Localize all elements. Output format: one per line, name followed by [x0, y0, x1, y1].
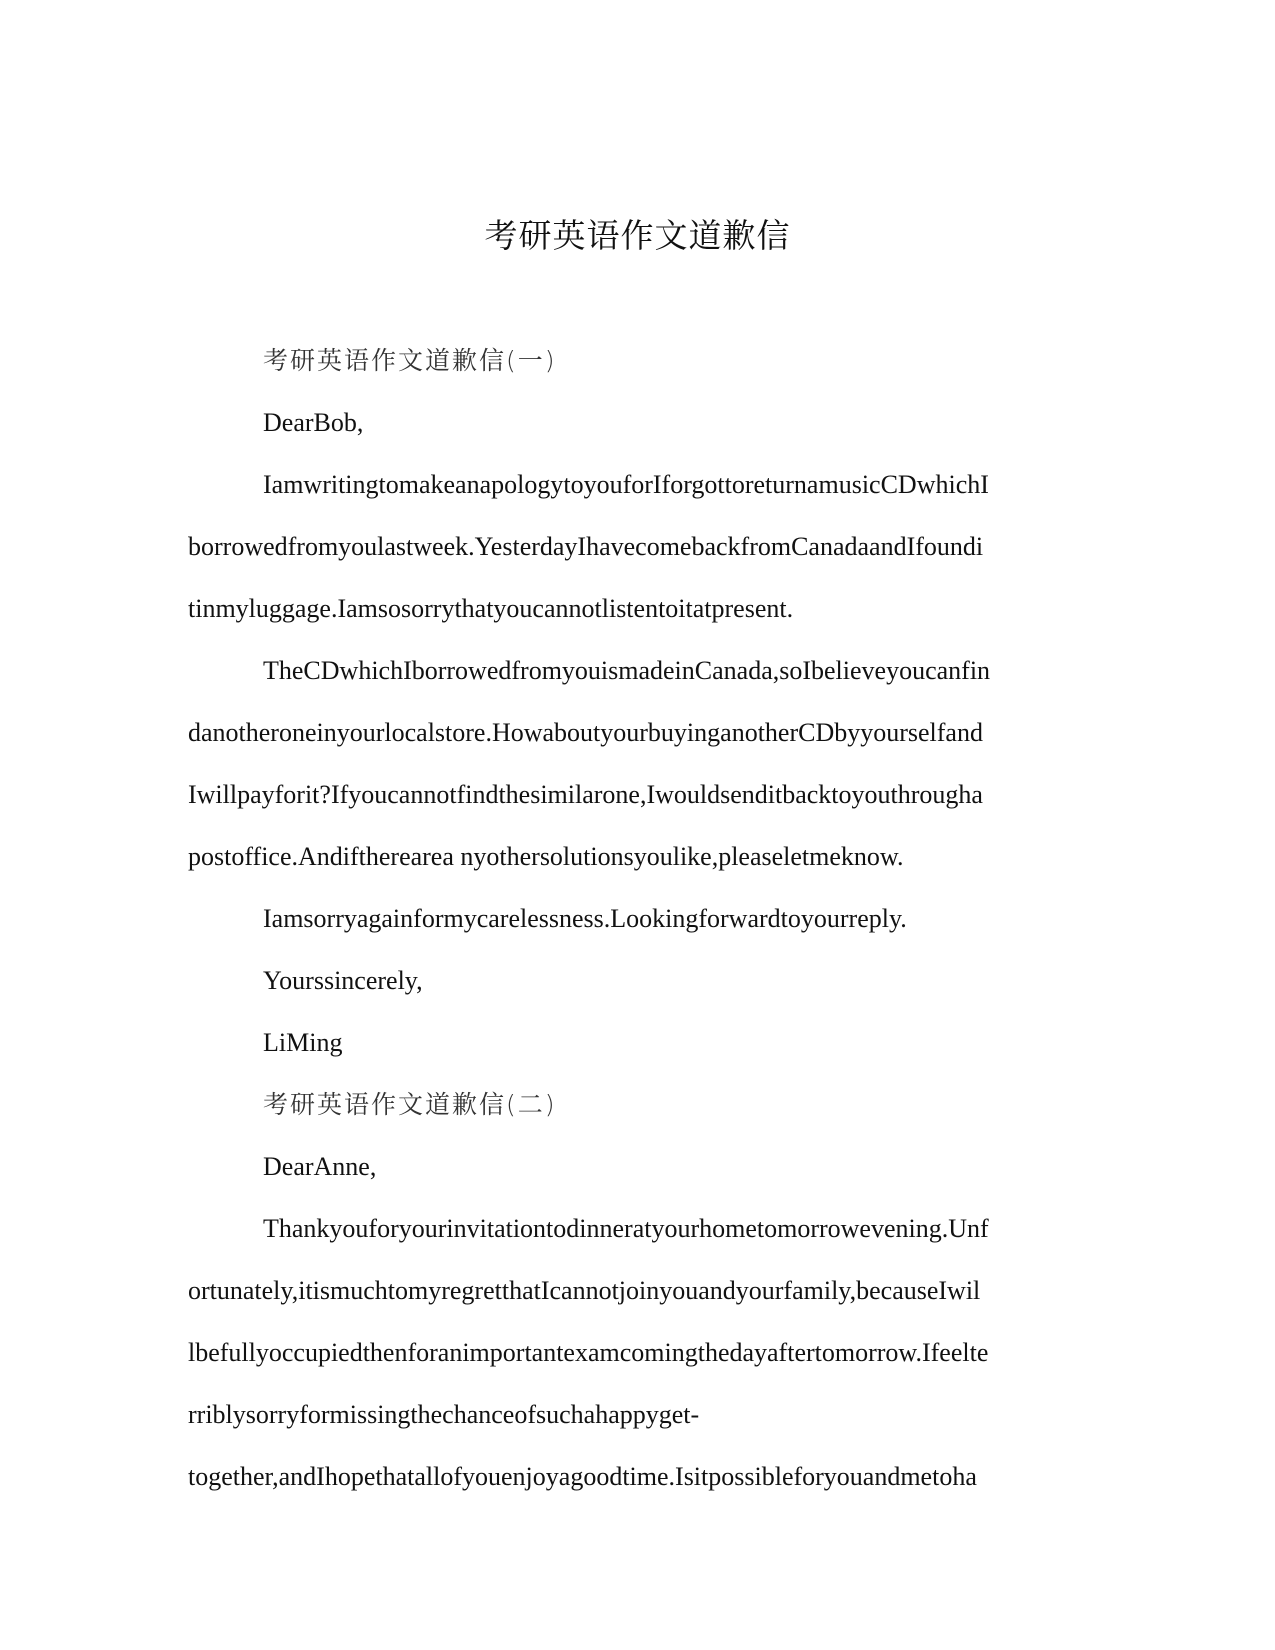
paragraph-line: borrowedfromyoulastweek.YesterdayIhavecomebackfromCanadaandIfoundi [188, 532, 984, 561]
document-title: 考研英语作文道歉信 [484, 216, 791, 255]
section-heading: 考研英语作文道歉信(一) [263, 346, 557, 375]
paragraph-line: TheCDwhichIborrowedfromyouismadeinCanada,soIbelieveyoucanfin [263, 656, 991, 685]
paragraph-line: IamwritingtomakeanapologytoyouforIforgottoreturnamusicCDwhichI [263, 470, 989, 499]
closing: Yourssincerely, [263, 966, 423, 995]
paragraph-line: rriblysorryformissingthechanceofsuchahappyget- [188, 1400, 700, 1429]
paragraph-line: danotheroneinyourlocalstore.HowaboutyourbuyinganotherCDbyyourselfand [188, 718, 983, 747]
section-heading: 考研英语作文道歉信(二) [263, 1090, 557, 1119]
paragraph-line: Iwillpayforit?Ifyoucannotfindthesimilarone,Iwouldsenditbacktoyouthrougha [188, 780, 983, 809]
paragraph-line: together,andIhopethatallofyouenjoyagoodtime.Isitpossibleforyouandmetoha [188, 1462, 977, 1491]
signature: LiMing [263, 1028, 343, 1057]
paragraph-line: Iamsorryagainformycarelessness.Lookingforwardtoyourreply. [263, 904, 907, 933]
salutation: DearAnne, [263, 1152, 377, 1181]
paragraph-line: ortunately,itismuchtomyregretthatIcannotjoinyouandyourfamily,becauseIwil [188, 1276, 981, 1305]
paragraph-line: tinmyluggage.Iamsosorrythatyoucannotlistentoitatpresent. [188, 594, 794, 623]
paragraph-line: lbefullyoccupiedthenforanimportantexamcomingthedayaftertomorrow.Ifeelte [188, 1338, 989, 1367]
document-body [188, 330, 1088, 1508]
paragraph-line: postoffice.Andiftherearea nyothersolutionsyoulike,pleaseletmeknow. [188, 842, 904, 871]
salutation: DearBob, [263, 408, 364, 437]
paragraph-line: Thankyouforyourinvitationtodinneratyourhometomorrowevening.Unf [263, 1214, 989, 1243]
